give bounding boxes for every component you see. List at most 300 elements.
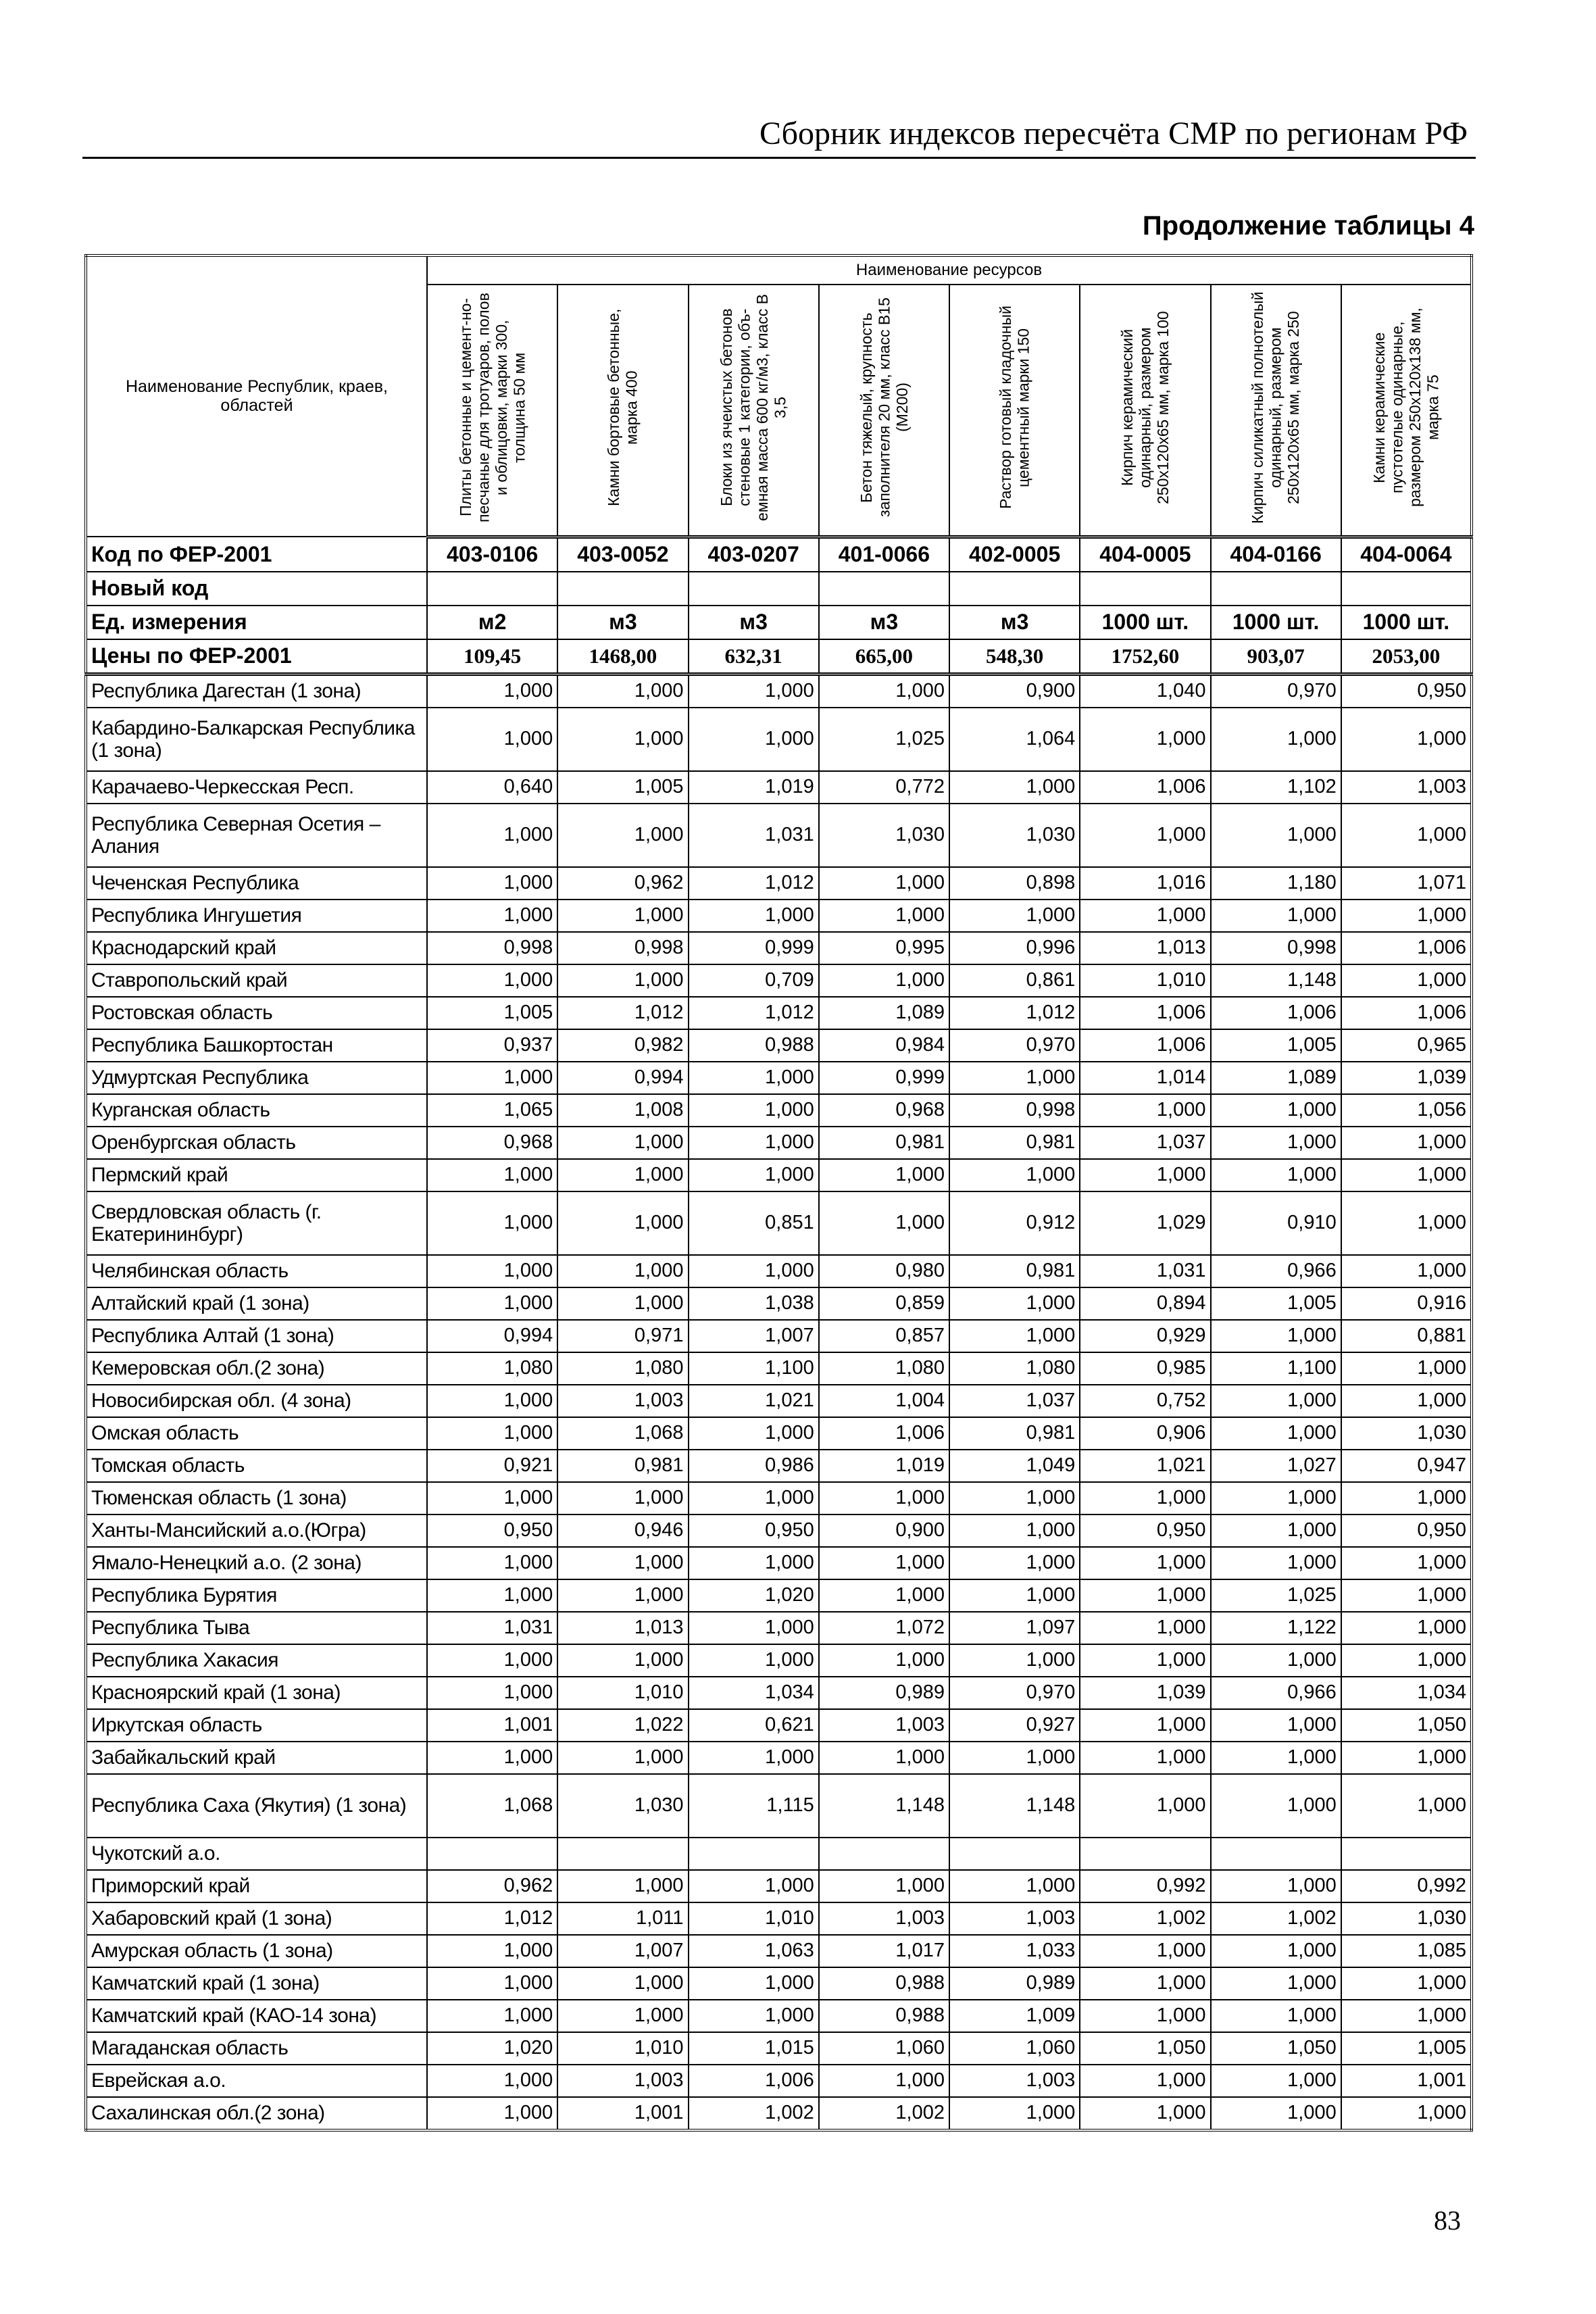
index-value: 0,981 — [819, 1127, 949, 1159]
index-value: 1,002 — [819, 2097, 949, 2130]
region-name: Амурская область (1 зона) — [86, 1935, 427, 1967]
index-value: 1,000 — [819, 1159, 949, 1191]
index-value: 1,000 — [1080, 1967, 1210, 2000]
table-row — [86, 1870, 1472, 1902]
column-header — [1211, 285, 1341, 537]
table-row — [86, 1255, 1472, 1287]
index-value: 1,000 — [1211, 1709, 1341, 1742]
column-header — [557, 285, 688, 537]
index-value: 0,996 — [949, 932, 1080, 964]
index-value: 1,049 — [949, 1450, 1080, 1482]
index-value: 1,000 — [1211, 1385, 1341, 1417]
column-header — [689, 285, 819, 537]
index-value: 1,000 — [427, 900, 557, 932]
index-value: 1,014 — [1080, 1062, 1210, 1094]
index-value: 1,012 — [689, 867, 819, 900]
index-value: 1,064 — [949, 708, 1080, 771]
column-new-code — [1341, 572, 1472, 606]
index-value: 1,002 — [689, 2097, 819, 2130]
index-value: 1,005 — [1341, 2032, 1472, 2065]
index-value: 1,000 — [1341, 2097, 1472, 2130]
index-value: 0,937 — [427, 1029, 557, 1062]
index-value: 1,000 — [949, 900, 1080, 932]
index-value: 1,000 — [1211, 1094, 1341, 1127]
index-value: 1,000 — [427, 1677, 557, 1709]
index-value: 0,946 — [557, 1515, 688, 1547]
row-label: Код по ФЕР-2001 — [86, 537, 427, 572]
table-row — [86, 1287, 1472, 1320]
index-value: 1,000 — [1341, 708, 1472, 771]
index-value: 1,080 — [819, 1352, 949, 1385]
column-price: 109,45 — [427, 639, 557, 674]
index-value: 1,003 — [557, 1385, 688, 1417]
region-name: Камчатский край (КАО-14 зона) — [86, 2000, 427, 2032]
index-value: 1,148 — [819, 1774, 949, 1838]
table-row — [86, 1127, 1472, 1159]
column-price: 548,30 — [949, 639, 1080, 674]
index-value: 1,000 — [1080, 1774, 1210, 1838]
index-value: 0,910 — [1211, 1191, 1341, 1255]
index-value: 1,000 — [949, 1062, 1080, 1094]
index-value: 1,000 — [1211, 1742, 1341, 1774]
index-value: 1,000 — [1341, 1579, 1472, 1612]
index-value: 1,000 — [1341, 1385, 1472, 1417]
header-row-1 — [86, 255, 1472, 285]
column-header — [819, 285, 949, 537]
index-value: 1,000 — [427, 1935, 557, 1967]
index-value: 1,000 — [689, 1255, 819, 1287]
index-value: 0,966 — [1211, 1677, 1341, 1709]
index-value: 1,000 — [557, 1191, 688, 1255]
index-value: 1,005 — [1211, 1029, 1341, 1062]
index-value: 1,031 — [689, 804, 819, 867]
index-value: 1,037 — [949, 1385, 1080, 1417]
column-price: 1468,00 — [557, 639, 688, 674]
index-table — [84, 254, 1473, 2132]
index-value: 1,030 — [949, 804, 1080, 867]
column-header — [949, 285, 1080, 537]
table-row — [86, 1385, 1472, 1417]
index-value: 1,003 — [949, 1902, 1080, 1935]
index-value: 1,000 — [1211, 1320, 1341, 1352]
index-value: 1,006 — [819, 1417, 949, 1450]
table-row — [86, 1417, 1472, 1450]
index-value: 0,982 — [557, 1029, 688, 1062]
column-price: 632,31 — [689, 639, 819, 674]
region-name: Ямало-Ненецкий а.о. (2 зона) — [86, 1547, 427, 1579]
index-value: 1,039 — [1080, 1677, 1210, 1709]
index-value: 1,006 — [1341, 997, 1472, 1029]
index-value: 1,020 — [427, 2032, 557, 2065]
column-code: 404-0064 — [1341, 537, 1472, 572]
index-value: 1,000 — [689, 674, 819, 708]
index-value: 1,000 — [949, 771, 1080, 804]
index-value — [1080, 1838, 1210, 1870]
index-value: 1,000 — [1211, 1644, 1341, 1677]
index-value: 0,927 — [949, 1709, 1080, 1742]
index-value: 1,000 — [819, 1191, 949, 1255]
table-row — [86, 2000, 1472, 2032]
column-header-label: Кирпич силикатный полнотелый одинарный, размером 250х120х65 мм, марка 250 — [1249, 291, 1303, 524]
region-name: Омская область — [86, 1417, 427, 1450]
region-name: Ставропольский край — [86, 964, 427, 997]
region-name: Приморский край — [86, 1870, 427, 1902]
index-value: 1,015 — [689, 2032, 819, 2065]
table-row — [86, 1838, 1472, 1870]
index-value: 1,068 — [557, 1417, 688, 1450]
index-value: 1,000 — [557, 964, 688, 997]
index-value: 1,115 — [689, 1774, 819, 1838]
table-row — [86, 1320, 1472, 1352]
index-value: 1,000 — [427, 2097, 557, 2130]
index-value: 1,072 — [819, 1612, 949, 1644]
index-value: 1,000 — [1080, 1742, 1210, 1774]
index-value: 1,000 — [819, 867, 949, 900]
index-value: 1,000 — [557, 1967, 688, 2000]
column-header — [427, 285, 557, 537]
table-row — [86, 932, 1472, 964]
index-value: 1,000 — [1211, 1774, 1341, 1838]
index-value: 0,994 — [557, 1062, 688, 1094]
index-value: 0,709 — [689, 964, 819, 997]
index-value: 1,000 — [1080, 1709, 1210, 1742]
unit-row — [86, 606, 1472, 639]
index-value: 1,000 — [1080, 1935, 1210, 1967]
index-value: 1,000 — [427, 804, 557, 867]
column-price: 665,00 — [819, 639, 949, 674]
index-value: 1,060 — [819, 2032, 949, 2065]
index-value: 1,006 — [1080, 997, 1210, 1029]
index-value: 1,000 — [1341, 2000, 1472, 2032]
index-value: 1,000 — [689, 1967, 819, 2000]
index-value: 0,929 — [1080, 1320, 1210, 1352]
index-value: 1,000 — [1341, 900, 1472, 932]
column-header — [1080, 285, 1210, 537]
index-value: 1,000 — [689, 1062, 819, 1094]
index-value: 1,056 — [1341, 1094, 1472, 1127]
region-name: Ханты-Мансийский а.о.(Югра) — [86, 1515, 427, 1547]
region-name: Алтайский край (1 зона) — [86, 1287, 427, 1320]
index-value: 1,000 — [689, 1644, 819, 1677]
index-value: 1,010 — [557, 1677, 688, 1709]
index-value: 1,000 — [557, 1287, 688, 1320]
index-value: 0,898 — [949, 867, 1080, 900]
column-price: 1752,60 — [1080, 639, 1210, 674]
index-value: 1,000 — [427, 2065, 557, 2097]
index-value: 0,851 — [689, 1191, 819, 1255]
column-new-code — [949, 572, 1080, 606]
column-header-label: Камни бортовые бетонные, марка 400 — [605, 308, 641, 507]
column-new-code — [689, 572, 819, 606]
column-new-code — [1080, 572, 1210, 606]
index-value: 0,861 — [949, 964, 1080, 997]
table-row — [86, 1159, 1472, 1191]
index-value: 0,988 — [819, 2000, 949, 2032]
index-value: 1,010 — [689, 1902, 819, 1935]
index-value: 1,019 — [819, 1450, 949, 1482]
region-name: Тюменская область (1 зона) — [86, 1482, 427, 1515]
column-header-label: Бетон тяжелый, крупность заполнителя 20 мм, класс В15 (М200) — [857, 297, 911, 518]
region-name: Республика Башкортостан — [86, 1029, 427, 1062]
table-row — [86, 1644, 1472, 1677]
index-value: 1,031 — [427, 1612, 557, 1644]
table-row — [86, 867, 1472, 900]
region-name: Республика Дагестан (1 зона) — [86, 674, 427, 708]
index-value: 0,970 — [1211, 674, 1341, 708]
index-value: 1,097 — [949, 1612, 1080, 1644]
index-value: 1,000 — [427, 1255, 557, 1287]
column-new-code — [427, 572, 557, 606]
price-row — [86, 639, 1472, 674]
column-header-label: Раствор готовый кладочный цементный марки 150 — [997, 305, 1032, 510]
index-value: 1,000 — [949, 1579, 1080, 1612]
index-value: 1,021 — [1080, 1450, 1210, 1482]
region-name: Забайкальский край — [86, 1742, 427, 1774]
index-value: 1,000 — [1211, 1967, 1341, 2000]
table-row — [86, 1062, 1472, 1094]
region-name: Томская область — [86, 1450, 427, 1482]
table-row — [86, 1677, 1472, 1709]
table-row — [86, 1191, 1472, 1255]
column-price: 903,07 — [1211, 639, 1341, 674]
column-unit: м3 — [949, 606, 1080, 639]
index-value: 0,950 — [1341, 1515, 1472, 1547]
index-value: 1,001 — [1341, 2065, 1472, 2097]
index-value: 1,000 — [949, 1644, 1080, 1677]
index-value: 1,000 — [1211, 1515, 1341, 1547]
column-code: 403-0106 — [427, 537, 557, 572]
index-value: 1,005 — [557, 771, 688, 804]
column-unit: м3 — [557, 606, 688, 639]
table-row — [86, 1482, 1472, 1515]
index-value: 1,000 — [1341, 1255, 1472, 1287]
index-value: 1,000 — [819, 674, 949, 708]
index-value: 1,000 — [1080, 2000, 1210, 2032]
table-row — [86, 804, 1472, 867]
table-row — [86, 1935, 1472, 1967]
table-row — [86, 2032, 1472, 2065]
index-value: 1,000 — [1080, 1579, 1210, 1612]
index-value: 0,906 — [1080, 1417, 1210, 1450]
column-code: 402-0005 — [949, 537, 1080, 572]
index-value: 1,000 — [1341, 1967, 1472, 2000]
index-value: 1,080 — [949, 1352, 1080, 1385]
region-name: Республика Ингушетия — [86, 900, 427, 932]
index-value: 0,999 — [689, 932, 819, 964]
index-value: 1,030 — [557, 1774, 688, 1838]
index-value: 1,034 — [689, 1677, 819, 1709]
index-value — [819, 1838, 949, 1870]
region-name: Пермский край — [86, 1159, 427, 1191]
index-value: 1,000 — [819, 900, 949, 932]
index-value: 1,000 — [819, 1742, 949, 1774]
index-value: 1,001 — [427, 1709, 557, 1742]
region-name: Республика Саха (Якутия) (1 зона) — [86, 1774, 427, 1838]
index-value: 1,019 — [689, 771, 819, 804]
index-value: 0,999 — [819, 1062, 949, 1094]
index-value: 1,000 — [427, 1967, 557, 2000]
index-value: 1,010 — [557, 2032, 688, 2065]
index-value: 1,050 — [1080, 2032, 1210, 2065]
region-name: Удмуртская Республика — [86, 1062, 427, 1094]
index-value: 1,000 — [949, 1320, 1080, 1352]
index-value: 1,000 — [1341, 1482, 1472, 1515]
index-value: 1,025 — [819, 708, 949, 771]
index-value: 1,005 — [1211, 1287, 1341, 1320]
index-value: 1,000 — [1080, 900, 1210, 932]
index-value: 1,000 — [557, 674, 688, 708]
index-value: 1,000 — [557, 2000, 688, 2032]
index-value: 1,003 — [819, 1902, 949, 1935]
index-value: 1,000 — [1080, 1644, 1210, 1677]
index-value: 1,000 — [1211, 2097, 1341, 2130]
column-code: 404-0166 — [1211, 537, 1341, 572]
index-value: 1,000 — [557, 1579, 688, 1612]
table-row — [86, 1450, 1472, 1482]
region-name: Карачаево-Черкесская Респ. — [86, 771, 427, 804]
index-value: 1,006 — [1211, 997, 1341, 1029]
region-name: Республика Алтай (1 зона) — [86, 1320, 427, 1352]
index-value: 0,985 — [1080, 1352, 1210, 1385]
index-value: 1,085 — [1341, 1935, 1472, 1967]
index-value — [1341, 1838, 1472, 1870]
column-unit: м3 — [689, 606, 819, 639]
code-row — [86, 537, 1472, 572]
index-value: 1,016 — [1080, 867, 1210, 900]
index-value: 0,947 — [1341, 1450, 1472, 1482]
index-value: 1,071 — [1341, 867, 1472, 900]
index-value: 1,000 — [557, 1870, 688, 1902]
index-value: 1,000 — [1211, 1870, 1341, 1902]
index-value: 0,621 — [689, 1709, 819, 1742]
index-value: 1,000 — [689, 1742, 819, 1774]
index-value: 1,012 — [689, 997, 819, 1029]
index-value: 1,148 — [949, 1774, 1080, 1838]
table-row — [86, 1967, 1472, 2000]
index-value: 1,007 — [557, 1935, 688, 1967]
index-value: 0,950 — [1080, 1515, 1210, 1547]
index-value: 1,000 — [557, 1127, 688, 1159]
index-value: 1,006 — [1341, 932, 1472, 964]
index-value: 1,012 — [949, 997, 1080, 1029]
table-row — [86, 1029, 1472, 1062]
index-value: 1,000 — [557, 1482, 688, 1515]
index-value: 1,000 — [1341, 1644, 1472, 1677]
index-value: 1,000 — [819, 1870, 949, 1902]
resources-label: Наименование ресурсов — [427, 255, 1472, 285]
table-row — [86, 1547, 1472, 1579]
index-value: 1,000 — [689, 2000, 819, 2032]
index-value: 1,089 — [1211, 1062, 1341, 1094]
index-value: 1,000 — [427, 1579, 557, 1612]
index-value: 1,000 — [949, 1870, 1080, 1902]
index-value: 0,998 — [557, 932, 688, 964]
index-value: 0,971 — [557, 1320, 688, 1352]
index-value: 1,010 — [1080, 964, 1210, 997]
index-value: 1,000 — [819, 2065, 949, 2097]
index-value: 1,000 — [689, 1870, 819, 1902]
index-value: 1,148 — [1211, 964, 1341, 997]
header-rule — [82, 157, 1476, 159]
index-value: 1,000 — [1341, 1547, 1472, 1579]
index-value: 1,040 — [1080, 674, 1210, 708]
index-value: 1,000 — [427, 708, 557, 771]
index-value: 0,900 — [949, 674, 1080, 708]
column-unit: 1000 шт. — [1211, 606, 1341, 639]
index-value: 1,000 — [427, 1547, 557, 1579]
index-value: 1,000 — [1341, 1742, 1472, 1774]
index-value: 1,002 — [1080, 1902, 1210, 1935]
index-value: 0,986 — [689, 1450, 819, 1482]
column-code: 401-0066 — [819, 537, 949, 572]
index-value: 1,000 — [819, 1482, 949, 1515]
table-row — [86, 1579, 1472, 1612]
region-name: Республика Хакасия — [86, 1644, 427, 1677]
index-value: 1,080 — [427, 1352, 557, 1385]
index-value: 1,003 — [949, 2065, 1080, 2097]
index-value: 0,998 — [1211, 932, 1341, 964]
index-value: 1,008 — [557, 1094, 688, 1127]
index-value: 1,000 — [1211, 1417, 1341, 1450]
index-value: 0,992 — [1341, 1870, 1472, 1902]
table-row — [86, 2065, 1472, 2097]
region-name: Челябинская область — [86, 1255, 427, 1287]
index-value: 1,000 — [689, 1482, 819, 1515]
index-value: 1,000 — [1080, 1094, 1210, 1127]
index-value: 1,000 — [689, 1094, 819, 1127]
index-value: 1,000 — [1211, 804, 1341, 867]
index-value: 0,950 — [689, 1515, 819, 1547]
table-title: Продолжение таблицы 4 — [1142, 211, 1474, 241]
index-value: 1,000 — [557, 1547, 688, 1579]
table-row — [86, 1094, 1472, 1127]
column-header-label: Камни керамические пустотелые одинарные, размером 250х120х138 мм, марка 75 — [1370, 307, 1442, 508]
index-value: 1,000 — [427, 1287, 557, 1320]
index-value: 0,981 — [949, 1417, 1080, 1450]
index-value: 1,000 — [427, 964, 557, 997]
index-value: 0,962 — [427, 1870, 557, 1902]
index-value: 1,000 — [1080, 708, 1210, 771]
index-value: 1,000 — [557, 1255, 688, 1287]
index-value: 0,970 — [949, 1677, 1080, 1709]
index-value: 0,772 — [819, 771, 949, 804]
index-value: 1,000 — [689, 1127, 819, 1159]
index-value: 1,060 — [949, 2032, 1080, 2065]
index-value: 0,981 — [949, 1127, 1080, 1159]
index-value: 1,030 — [819, 804, 949, 867]
index-value: 1,100 — [1211, 1352, 1341, 1385]
index-value: 1,000 — [1080, 1612, 1210, 1644]
index-value: 0,970 — [949, 1029, 1080, 1062]
index-value: 1,063 — [689, 1935, 819, 1967]
index-value: 1,000 — [1211, 1159, 1341, 1191]
region-name: Чеченская Республика — [86, 867, 427, 900]
index-value: 1,000 — [689, 1159, 819, 1191]
index-value: 1,000 — [689, 1547, 819, 1579]
index-value: 0,962 — [557, 867, 688, 900]
index-value: 1,000 — [427, 1644, 557, 1677]
index-value: 0,988 — [689, 1029, 819, 1062]
index-value: 1,020 — [689, 1579, 819, 1612]
region-name: Республика Северная Осетия – Алания — [86, 804, 427, 867]
index-value: 0,968 — [819, 1094, 949, 1127]
index-value: 0,981 — [557, 1450, 688, 1482]
index-value: 0,894 — [1080, 1287, 1210, 1320]
index-value: 1,000 — [557, 1644, 688, 1677]
index-value: 1,000 — [1080, 1482, 1210, 1515]
row-label: Цены по ФЕР-2001 — [86, 639, 427, 674]
index-value: 1,003 — [819, 1709, 949, 1742]
